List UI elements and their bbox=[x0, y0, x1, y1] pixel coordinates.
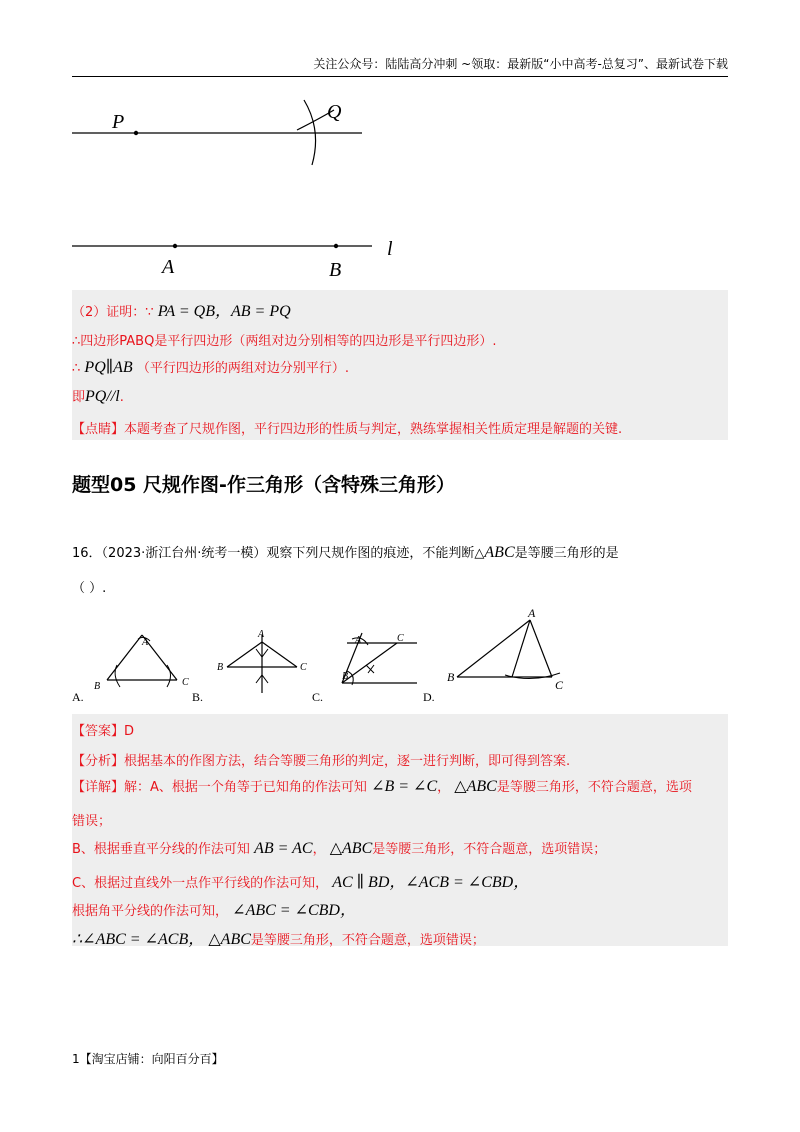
page-footer: 1【淘宝店铺：向阳百分百】 bbox=[72, 1052, 224, 1066]
detail-line-3: C、根据过直线外一点作平行线的作法可知， AC ∥ BD，∠ACB = ∠CBD， bbox=[72, 874, 530, 891]
proof-comment: 【点睛】本题考查了尺规作图，平行四边形的性质与判定，熟练掌握相关性质定理是解题的关键. bbox=[72, 422, 623, 437]
answer-line: 【答案】D bbox=[72, 724, 135, 739]
label-l: l bbox=[387, 238, 393, 260]
detail-line-1: 【详解】解：A、根据一个角等于已知角的作法可知 ∠B = ∠C， △ABC是等腰三角形，不符合题意，选项 bbox=[72, 778, 692, 795]
option-d-label[interactable]: D. bbox=[423, 690, 435, 704]
option-c-figure bbox=[342, 633, 417, 685]
svg-text:B: B bbox=[342, 671, 349, 682]
detail-line-5: ∴∠ABC = ∠ACB， △ABC是等腰三角形，不符合题意，选项错误； bbox=[72, 931, 485, 948]
analysis-line: 【分析】根据基本的作图方法，结合等腰三角形的判定，逐一进行判断，即可得到答案. bbox=[72, 754, 571, 769]
proof-line-1: （2）证明：∵ PA = QB，AB = PQ bbox=[72, 303, 291, 320]
svg-text:C: C bbox=[300, 662, 307, 673]
point-p bbox=[134, 131, 138, 135]
detail-line-2: B、根据垂直平分线的作法可知 AB = AC， △ABC是等腰三角形，不符合题意，选项错误； bbox=[72, 840, 607, 857]
svg-text:C: C bbox=[182, 677, 189, 688]
detail-line-4: 根据角平分线的作法可知， ∠ABC = ∠CBD， bbox=[72, 902, 356, 919]
label-p: P bbox=[112, 111, 125, 133]
label-a: A bbox=[162, 256, 175, 278]
option-d-figure bbox=[447, 606, 564, 692]
point-a bbox=[173, 244, 177, 248]
label-b: B bbox=[329, 259, 342, 281]
construction-figure bbox=[72, 90, 412, 290]
svg-text:A: A bbox=[355, 635, 362, 646]
option-c-label[interactable]: C. bbox=[312, 690, 324, 704]
proof-line-3: ∴ PQ∥AB （平行四边形的两组对边分别平行）. bbox=[72, 359, 349, 376]
svg-text:A: A bbox=[142, 637, 149, 648]
svg-text:A: A bbox=[528, 606, 536, 620]
point-b bbox=[334, 244, 338, 248]
options-figure bbox=[72, 605, 672, 705]
question-line: 16．（2023·浙江台州·统考一模）观察下列尺规作图的痕迹，不能判断△ABC是等腰三角形的是 bbox=[72, 544, 619, 561]
option-b-figure bbox=[217, 629, 307, 693]
option-a-figure bbox=[94, 635, 189, 692]
svg-text:B: B bbox=[94, 681, 101, 692]
option-b-label[interactable]: B. bbox=[192, 690, 204, 704]
svg-text:B: B bbox=[217, 662, 224, 673]
svg-text:C: C bbox=[555, 678, 564, 692]
label-q: Q bbox=[327, 101, 342, 123]
proof-line-2: ∴四边形PABQ是平行四边形（两组对边分别相等的四边形是平行四边形）. bbox=[72, 334, 497, 349]
svg-text:B: B bbox=[447, 670, 455, 684]
option-a-label[interactable]: A. bbox=[72, 690, 84, 704]
svg-text:C: C bbox=[397, 633, 404, 644]
proof-line-4: 即PQ//l. bbox=[72, 388, 124, 405]
detail-line-1-wrap: 错误； bbox=[72, 814, 112, 829]
svg-text:A: A bbox=[258, 629, 265, 640]
question-blank: （ ）. bbox=[72, 581, 107, 596]
section-title: 题型05 尺规作图-作三角形（含特殊三角形） bbox=[72, 474, 455, 496]
page-header: 关注公众号：陆陆高分冲刺 ~领取：最新版“小中高考-总复习”、最新试卷下载 bbox=[72, 55, 728, 77]
